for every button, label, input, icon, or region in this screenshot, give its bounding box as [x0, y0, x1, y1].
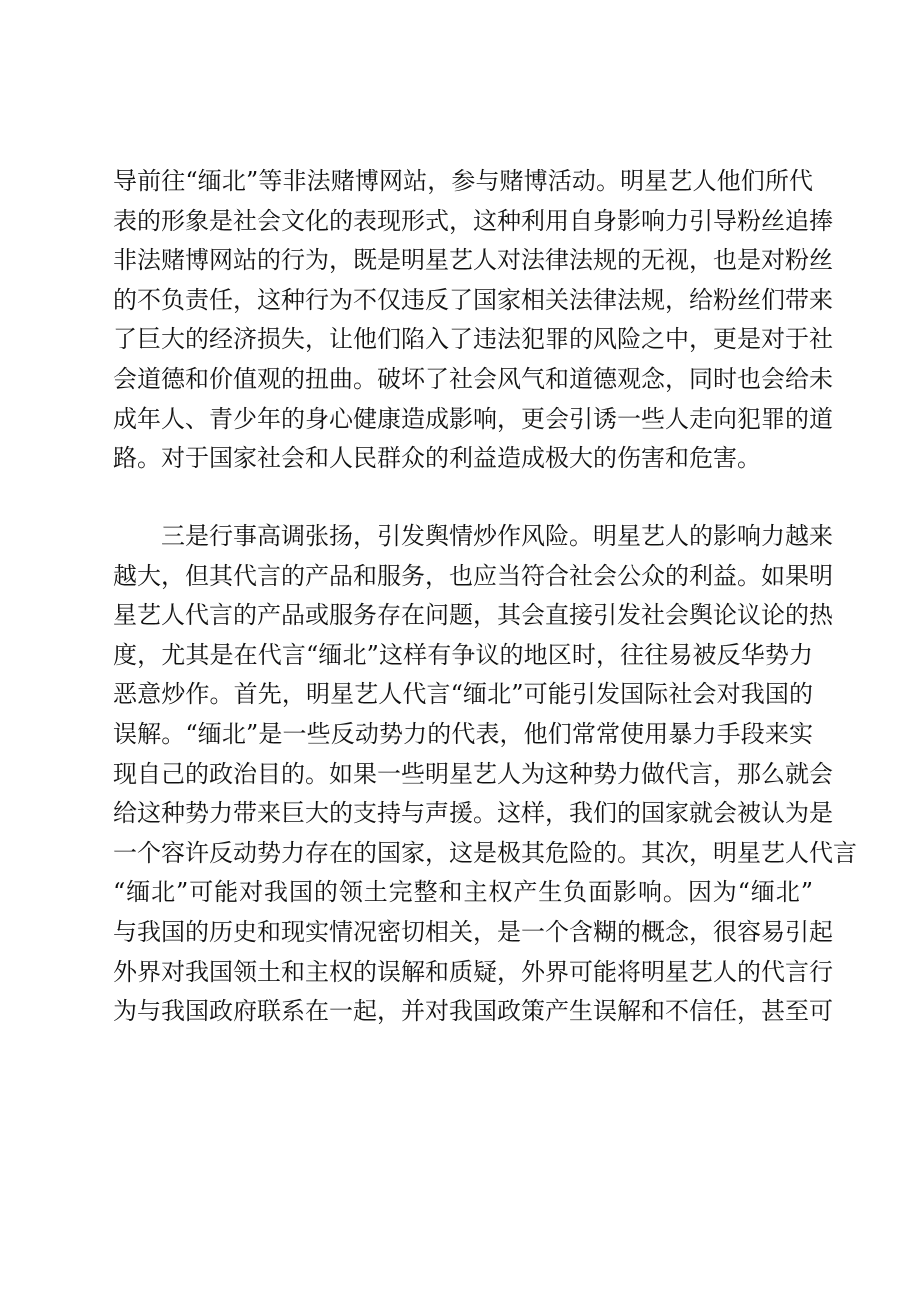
paragraph-1 [113, 162, 833, 479]
paragraph-1-line: 路。对于国家社会和人民群众的利益造成极大的伤害和危害。 [113, 444, 761, 473]
paragraph-2-line: 给这种势力带来巨大的支持与声援。这样，我们的国家就会被认为是 [113, 799, 833, 828]
paragraph-1-line: 非法赌博网站的行为，既是明星艺人对法律法规的无视，也是对粉丝 [113, 246, 833, 275]
paragraph-2-line: 三是行事高调张扬，引发舆情炒作风险。明星艺人的影响力越来 [161, 522, 833, 550]
paragraph-2-line: 一个容许反动势力存在的国家，这是极其危险的。其次，明星艺人代言 [113, 838, 857, 867]
paragraph-2-line: 外界对我国领土和主权的误解和质疑，外界可能将明星艺人的代言行 [113, 957, 833, 986]
paragraph-2-line: 星艺人代言的产品或服务存在问题，其会直接引发社会舆论议论的热 [113, 601, 833, 630]
paragraph-2-line: 与我国的历史和现实情况密切相关，是一个含糊的概念，很容易引起 [113, 917, 833, 946]
paragraph-2-line: 度，尤其是在代言“缅北”这样有争议的地区时，往往易被反华势力 [113, 640, 813, 669]
paragraph-1-line: 了巨大的经济损失，让他们陷入了违法犯罪的风险之中，更是对于社 [113, 325, 833, 354]
paragraph-2-line: 误解。“缅北”是一些反动势力的代表，他们常常使用暴力手段来实 [113, 719, 813, 748]
paragraph-1-line: 会道德和价值观的扭曲。破坏了社会风气和道德观念，同时也会给未 [113, 364, 833, 393]
paragraph-2-line: “缅北”可能对我国的领土完整和主权产生负面影响。因为“缅北” [113, 878, 813, 907]
paragraph-1-line: 的不负责任，这种行为不仅违反了国家相关法律法规，给粉丝们带来 [113, 285, 833, 314]
paragraph-2-line: 越大，但其代言的产品和服务，也应当符合社会公众的利益。如果明 [113, 561, 833, 590]
paragraph-2 [113, 517, 857, 1032]
paragraph-1-line: 成年人、青少年的身心健康造成影响，更会引诱一些人走向犯罪的道 [113, 404, 833, 433]
paragraph-2-line: 现自己的政治目的。如果一些明星艺人为这种势力做代言，那么就会 [113, 759, 833, 788]
paragraph-1-line: 表的形象是社会文化的表现形式，这种利用自身影响力引导粉丝追捧 [113, 206, 833, 235]
paragraph-1-line: 导前往“缅北”等非法赌博网站，参与赌博活动。明星艺人他们所代 [113, 167, 813, 195]
paragraph-2-line: 为与我国政府联系在一起，并对我国政策产生误解和不信任，甚至可 [113, 997, 833, 1026]
paragraph-2-line: 恶意炒作。首先，明星艺人代言“缅北”可能引发国际社会对我国的 [113, 680, 813, 709]
